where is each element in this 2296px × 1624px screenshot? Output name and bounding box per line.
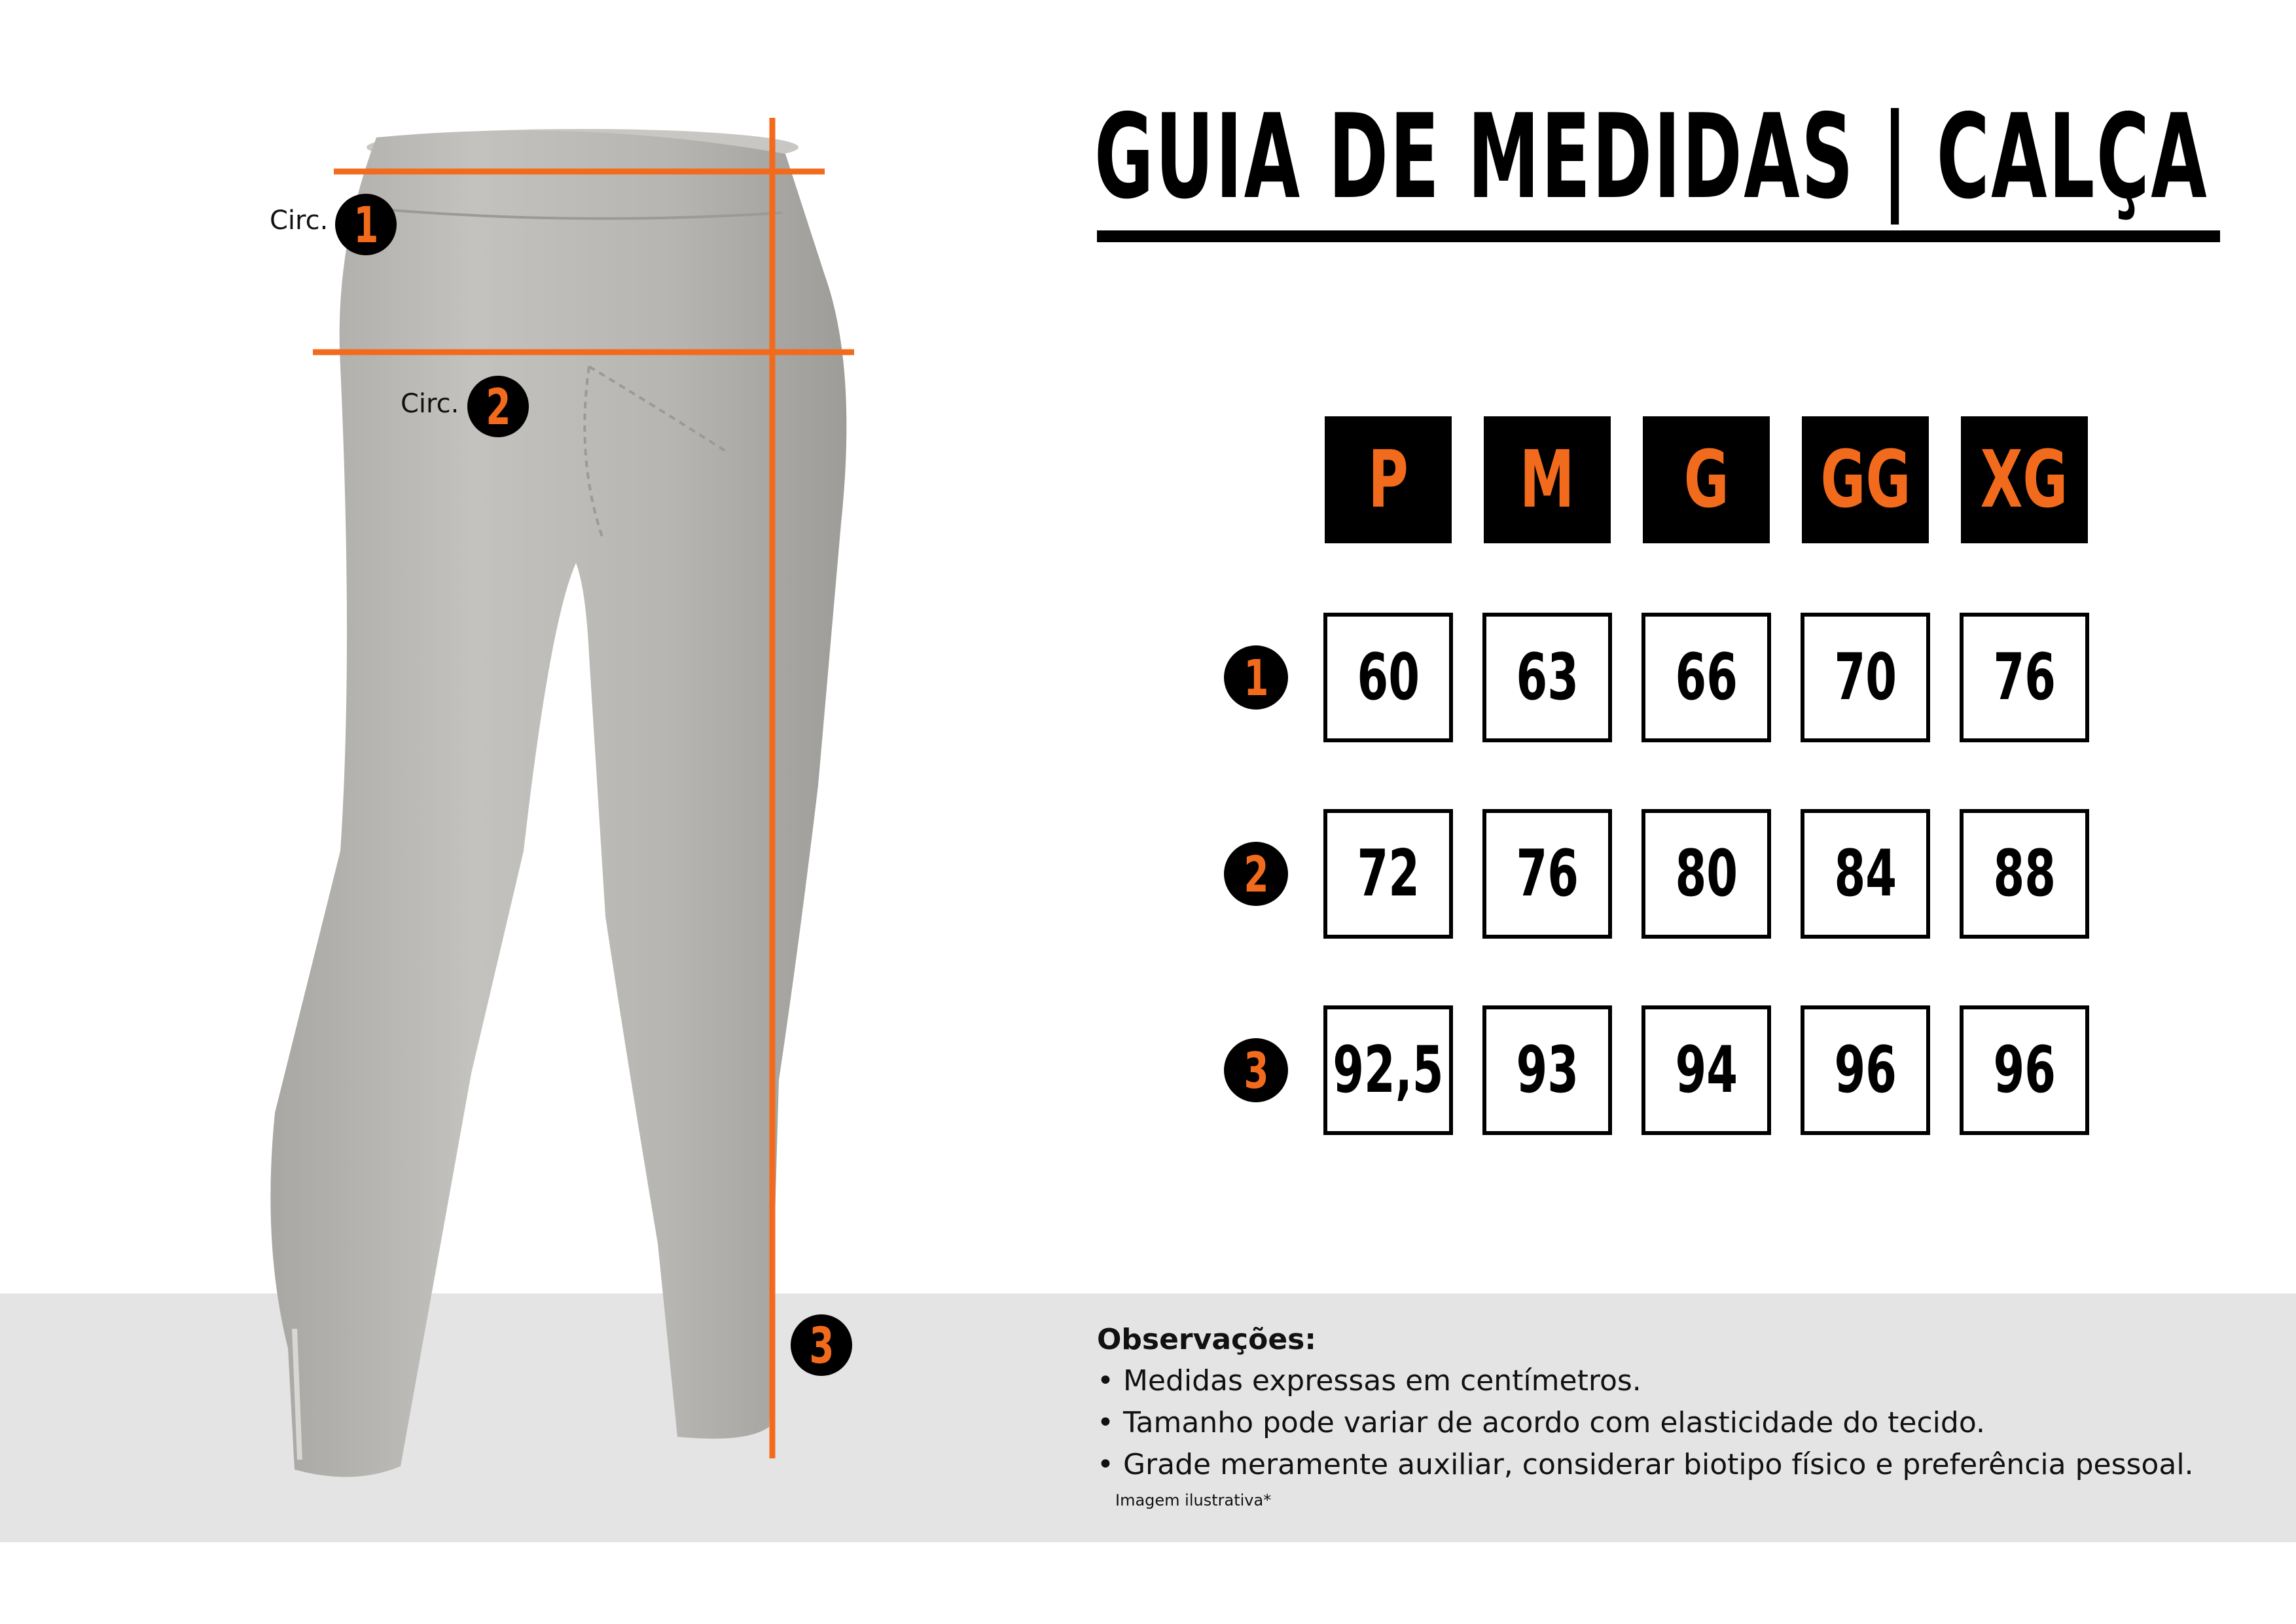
image-credit: Imagem ilustrativa* [1115,1491,1272,1509]
table-cell: 76 [1482,809,1612,939]
size-header-gg: GG [1802,416,1929,543]
page-title: GUIA DE MEDIDAS | CALÇA [1094,89,2209,225]
table-cell: 70 [1801,613,1930,742]
table-cell: 84 [1801,809,1930,939]
table-cell: 96 [1801,1005,1930,1135]
pants-shape [270,130,846,1477]
note-item: • Grade meramente auxiliar, considerar biotipo físico e preferência pessoal. [1097,1448,2194,1481]
marker-1-badge: 1 [335,194,397,255]
note-item: • Tamanho pode variar de acordo com elasticidade do tecido. [1097,1406,1985,1439]
table-cell: 93 [1482,1005,1612,1135]
table-cell: 96 [1960,1005,2089,1135]
row-badge-2: 2 [1224,842,1288,906]
marker-2-badge: 2 [467,376,529,437]
table-cell: 94 [1641,1005,1771,1135]
table-cell: 80 [1641,809,1771,939]
notes-title: Observações: [1097,1323,1316,1356]
pants-illustration [0,0,916,1624]
row-badge-3: 3 [1224,1038,1288,1102]
table-cell: 63 [1482,613,1612,742]
size-header-g: G [1643,416,1770,543]
table-cell: 72 [1323,809,1453,939]
notes-section [1097,1320,2194,1515]
circ-label-2: Circ. [401,389,459,419]
note-item: • Medidas expressas em centímetros. [1097,1364,1641,1398]
row-badge-1: 1 [1224,645,1288,710]
size-header-xg: XG [1961,416,2088,543]
table-cell: 66 [1641,613,1771,742]
table-cell: 88 [1960,809,2089,939]
notes-list [1097,1360,2194,1486]
size-header-m: M [1484,416,1611,543]
table-cell: 76 [1960,613,2089,742]
size-header-p: P [1325,416,1452,543]
title-underline [1097,230,2220,242]
table-cell: 92,5 [1323,1005,1453,1135]
table-cell: 60 [1323,613,1453,742]
marker-3-badge: 3 [791,1314,852,1376]
circ-label-1: Circ. [270,206,329,236]
